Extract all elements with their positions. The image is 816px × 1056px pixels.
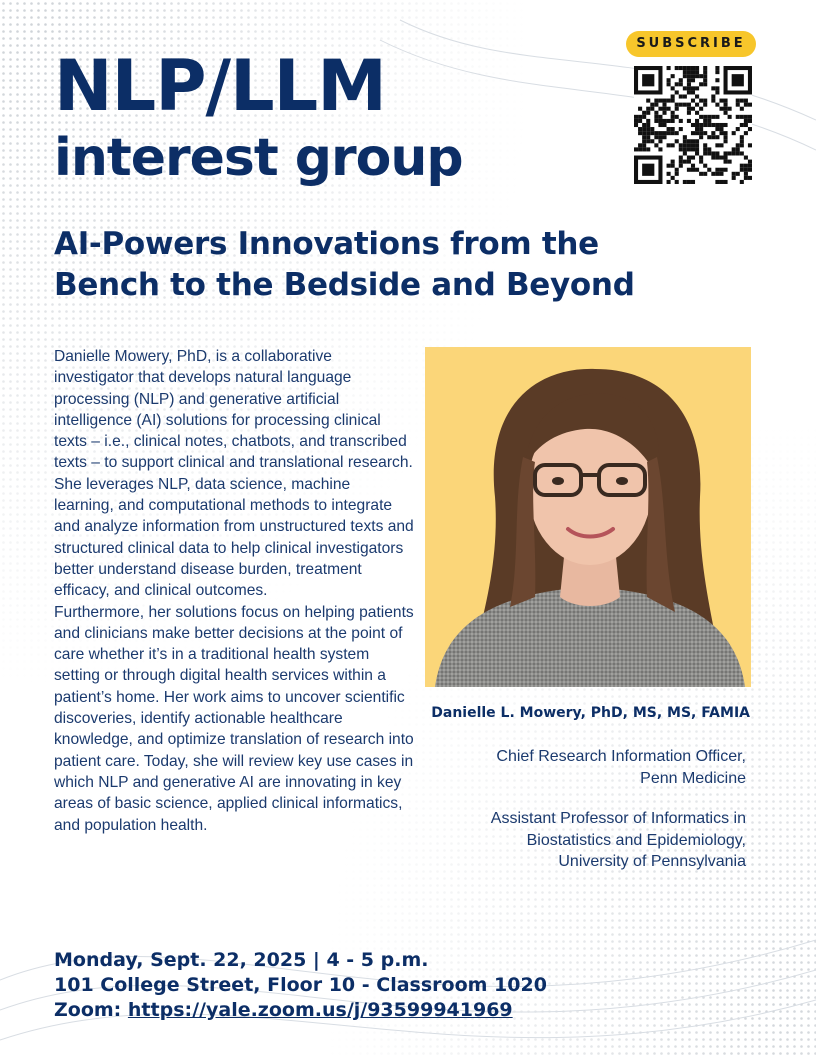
bio-paragraph-1: Danielle Mowery, PhD, is a collaborative investigator that develops natural language processing (NLP) and generative artificial intelligence (AI) solutions for processing clinical texts – i.e., clinical notes, chatbots, and transcribed texts – to support clinical and translational research. She leverages NLP, data science, machine learning, and computational methods to integrate and analyze information from unstructured texts and structured clinical data to help clinical investigators better understand disease burden, treatment efficacy, and clinical outcomes.	[54, 348, 414, 600]
qr-code-icon[interactable]	[634, 66, 752, 184]
page-title: NLP/LLM	[54, 45, 386, 127]
talk-title-line1: AI-Powers Innovations from the	[54, 226, 599, 262]
speaker-name: Danielle L. Mowery, PhD, MS, MS, FAMIA	[431, 705, 750, 721]
affiliation-2-line1: Assistant Professor of Informatics in	[490, 810, 746, 827]
speaker-photo	[425, 347, 751, 687]
talk-title-line2: Bench to the Bedside and Beyond	[54, 267, 635, 303]
speaker-affiliation-2	[380, 808, 746, 873]
page-subtitle: interest group	[54, 128, 463, 188]
affiliation-1-line2: Penn Medicine	[640, 769, 746, 787]
affiliation-1-line1: Chief Research Information Officer,	[496, 748, 746, 765]
event-zoom	[54, 998, 774, 1023]
affiliation-2-line3: University of Pennsylvania	[558, 853, 746, 870]
bio-paragraph-2: Furthermore, her solutions focus on helping patients and clinicians make better decisions at the point of care whether it’s in a traditional health system setting or through digital health services within a patient’s home. Her work aims to uncover scientific discoveries, identify actionable healthcare knowledge, and optimize translation of research into patient care. Today, she will review key use cases in which NLP and generative AI are innovating in key areas of basic science, applied clinical informatics, and population health.	[54, 603, 414, 834]
zoom-label: Zoom:	[54, 999, 122, 1021]
affiliation-2-line2: Biostatistics and Epidemiology,	[526, 831, 746, 849]
event-details	[54, 948, 774, 1023]
speaker-bio	[54, 346, 414, 836]
zoom-link[interactable]: https://yale.zoom.us/j/93599941969	[127, 999, 513, 1021]
event-date-time: Monday, Sept. 22, 2025 | 4 - 5 p.m.	[54, 949, 429, 971]
speaker-affiliation-1	[380, 746, 746, 789]
subscribe-button[interactable]: SUBSCRIBE	[626, 31, 756, 57]
event-location: 101 College Street, Floor 10 - Classroom 1020	[54, 974, 547, 996]
talk-title	[54, 224, 774, 306]
